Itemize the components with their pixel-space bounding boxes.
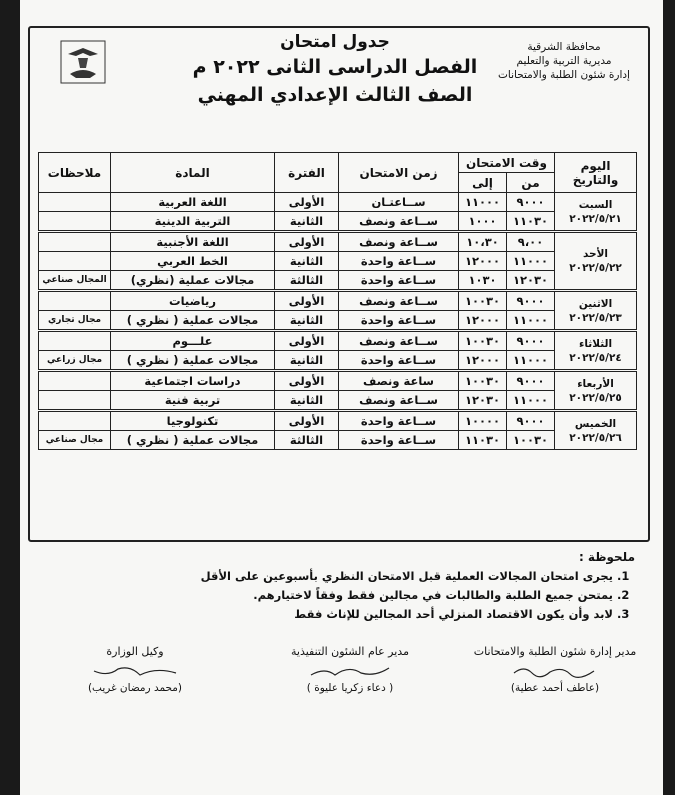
cell-duration: ســاعتـان (339, 193, 459, 212)
cell-from: ١١٠٠٠ (507, 391, 555, 411)
cell-to: ١١٠٠٠ (459, 193, 507, 212)
note-item: 1. يجرى امتحان المجالات العملية قبل الامتحان النظري بأسبوعين على الأقل (50, 567, 613, 586)
cell-period: الثانية (275, 212, 339, 232)
signature-right (460, 645, 650, 694)
cell-period: الأولى (275, 331, 339, 351)
cell-from: ١١٠٣٠ (507, 212, 555, 232)
cell-from: ١١٠٠٠ (507, 311, 555, 331)
cell-from: ١٠٠٣٠ (507, 431, 555, 450)
signature-title: مدير إدارة شئون الطلبة والامتحانات (473, 645, 637, 658)
table-row (39, 331, 637, 351)
department-label: إدارة شئون الطلبة والامتحانات (498, 69, 630, 81)
cell-note: المجال صناعي (39, 271, 111, 291)
cell-period: الأولى (275, 411, 339, 431)
header-day: اليوم والتاريخ (555, 153, 637, 193)
cell-note (39, 232, 111, 252)
cell-duration: ســاعة ونصف (339, 391, 459, 411)
header-to: إلى (459, 173, 507, 193)
cell-note (39, 411, 111, 431)
cell-duration: ســاعة ونصف (339, 331, 459, 351)
grade-title: الصف الثالث الإعدادي المهني (197, 84, 473, 106)
cell-note: مجال صناعي (39, 431, 111, 450)
signature-left (40, 645, 230, 694)
table-row (39, 291, 637, 311)
table-row (39, 351, 637, 371)
cell-to: ١٠،٣٠ (459, 232, 507, 252)
eagle-emblem-icon (60, 40, 106, 84)
note-item: 3. لابد وأن يكون الاقتصاد المنزلي أحد المجالين للإناث فقط (50, 605, 613, 624)
day-name: السبت (578, 198, 613, 211)
table-row (39, 193, 637, 212)
cell-period: الأولى (275, 371, 339, 391)
note-item: 2. يمتحن جميع الطلبة والطالبات في مجالين فقط وفقاً لاختيارهم. (50, 586, 613, 605)
cell-to: ١٢٠٣٠ (459, 391, 507, 411)
cell-period: الأولى (275, 232, 339, 252)
cell-period: الأولى (275, 291, 339, 311)
cell-to: ١٢٠٠٠ (459, 252, 507, 271)
cell-to: ١٢٠٠٠ (459, 351, 507, 371)
cell-subject: التربية الدينية (111, 212, 275, 232)
day-cell (555, 411, 637, 450)
cell-subject: علـــوم (111, 331, 275, 351)
cell-from: ٩٠٠٠ (507, 291, 555, 311)
header-notes: ملاحظات (39, 153, 111, 193)
cell-to: ١٠٠٣٠ (459, 331, 507, 351)
cell-note (39, 391, 111, 411)
day-name: الأحد (582, 248, 609, 260)
header-from: من (507, 173, 555, 193)
day-name: الاثنين (578, 297, 613, 310)
cell-subject: اللغة الأجنبية (111, 232, 275, 252)
day-name: الثلاثاء (578, 337, 613, 350)
day-cell (555, 331, 637, 371)
cell-subject: رياضيات (111, 291, 275, 311)
day-date: ٢٠٢٢/٥/٢٣ (569, 311, 622, 324)
cell-duration: ســاعة واحدة (339, 271, 459, 291)
cell-to: ١٠٠٣٠ (459, 371, 507, 391)
cell-period: الثانية (275, 311, 339, 331)
cell-to: ١٠٣٠ (459, 271, 507, 291)
day-name: الأربعاء (577, 377, 614, 390)
cell-subject: تربية فنية (111, 391, 275, 411)
table-row (39, 431, 637, 450)
day-date: ٢٠٢٢/٥/٢٦ (569, 431, 622, 444)
cell-period: الثانية (275, 391, 339, 411)
handwritten-signature (305, 663, 395, 679)
notes-section (50, 548, 635, 624)
table-row (39, 411, 637, 431)
day-date: ٢٠٢٢/٥/٢٤ (569, 351, 622, 364)
cell-period: الأولى (275, 193, 339, 212)
cell-note (39, 212, 111, 232)
cell-to: ١٢٠٠٠ (459, 311, 507, 331)
cell-subject: مجالات عملية ( نظري ) (111, 311, 275, 331)
cell-subject: مجالات عملية (نظري) (111, 271, 275, 291)
cell-duration: ســاعة ونصف (339, 291, 459, 311)
handwritten-signature (90, 663, 180, 679)
header-duration: زمن الامتحان (339, 153, 459, 193)
cell-from: ٩،٠٠ (507, 232, 555, 252)
signature-name: (محمد رمضان غريب) (87, 682, 183, 694)
governorate-label: محافظة الشرقية (527, 41, 601, 53)
term-title: الفصل الدراسى الثانى ٢٠٢٢ م (192, 56, 478, 78)
signature-middle (255, 645, 445, 694)
cell-from: ٩٠٠٠ (507, 371, 555, 391)
cell-period: الثانية (275, 252, 339, 271)
cell-duration: ســاعة واحدة (339, 311, 459, 331)
cell-duration: ســاعة ونصف (339, 212, 459, 232)
signature-title: مدير عام الشئون التنفيذية (291, 645, 409, 658)
table-row (39, 391, 637, 411)
cell-from: ١١٠٠٠ (507, 351, 555, 371)
header-subject: المادة (111, 153, 275, 193)
day-cell (555, 193, 637, 232)
cell-from: ٩٠٠٠ (507, 193, 555, 212)
table-row (39, 371, 637, 391)
cell-note (39, 371, 111, 391)
cell-note (39, 252, 111, 271)
cell-note (39, 331, 111, 351)
header-period: الفترة (275, 153, 339, 193)
cell-note (39, 193, 111, 212)
cell-to: ١٠٠٣٠ (459, 291, 507, 311)
cell-subject: مجالات عملية ( نظري ) (111, 351, 275, 371)
day-name: الخميس (574, 417, 617, 430)
cell-to: ١٠٠٠ (459, 212, 507, 232)
notes-heading: ملحوظة : (578, 550, 635, 564)
page-title: جدول امتحان (280, 32, 390, 52)
directorate-label: مديرية التربية والتعليم (516, 55, 612, 67)
cell-duration: ســاعة ونصف (339, 232, 459, 252)
handwritten-signature (510, 663, 600, 679)
signature-name: ( دعاء زكريا عليوة ) (306, 682, 394, 694)
signatures-block (40, 645, 650, 715)
table-row (39, 232, 637, 252)
day-cell (555, 371, 637, 411)
cell-subject: الخط العربي (111, 252, 275, 271)
cell-from: ١١٠٠٠ (507, 252, 555, 271)
issuer-block (479, 40, 649, 82)
cell-duration: ساعة ونصف (339, 371, 459, 391)
day-cell (555, 291, 637, 331)
notes-list (50, 567, 635, 624)
cell-to: ١١٠٣٠ (459, 431, 507, 450)
cell-note: مجال تجاري (39, 311, 111, 331)
cell-subject: اللغة العربية (111, 193, 275, 212)
cell-from: ٩٠٠٠ (507, 331, 555, 351)
cell-from: ١٢٠٣٠ (507, 271, 555, 291)
day-date: ٢٠٢٢/٥/٢١ (569, 212, 622, 225)
exam-table-body (39, 193, 637, 450)
table-row (39, 212, 637, 232)
day-date: ٢٠٢٢/٥/٢٢ (569, 262, 622, 274)
title-block (170, 32, 500, 106)
day-date: ٢٠٢٢/٥/٢٥ (569, 391, 622, 404)
cell-subject: دراسات اجتماعية (111, 371, 275, 391)
cell-note (39, 291, 111, 311)
table-row (39, 311, 637, 331)
header-time-group: وقت الامتحان (459, 153, 555, 173)
cell-from: ٩٠٠٠ (507, 411, 555, 431)
cell-note: مجال زراعي (39, 351, 111, 371)
exam-schedule-table (38, 152, 637, 450)
table-row (39, 252, 637, 271)
cell-to: ١٠٠٠٠ (459, 411, 507, 431)
day-cell (555, 232, 637, 291)
cell-period: الثالثة (275, 271, 339, 291)
signature-title: وكيل الوزارة (106, 645, 164, 658)
cell-subject: مجالات عملية ( نظري ) (111, 431, 275, 450)
document-page (20, 0, 663, 795)
cell-duration: ســاعة واحدة (339, 252, 459, 271)
cell-period: الثانية (275, 351, 339, 371)
cell-duration: ســاعة واحدة (339, 431, 459, 450)
table-row (39, 271, 637, 291)
cell-period: الثالثة (275, 431, 339, 450)
cell-duration: ســاعة واحدة (339, 351, 459, 371)
signature-name: (عاطف أحمد عطية) (510, 682, 600, 694)
cell-subject: تكنولوجيا (111, 411, 275, 431)
cell-duration: ســاعة واحدة (339, 411, 459, 431)
